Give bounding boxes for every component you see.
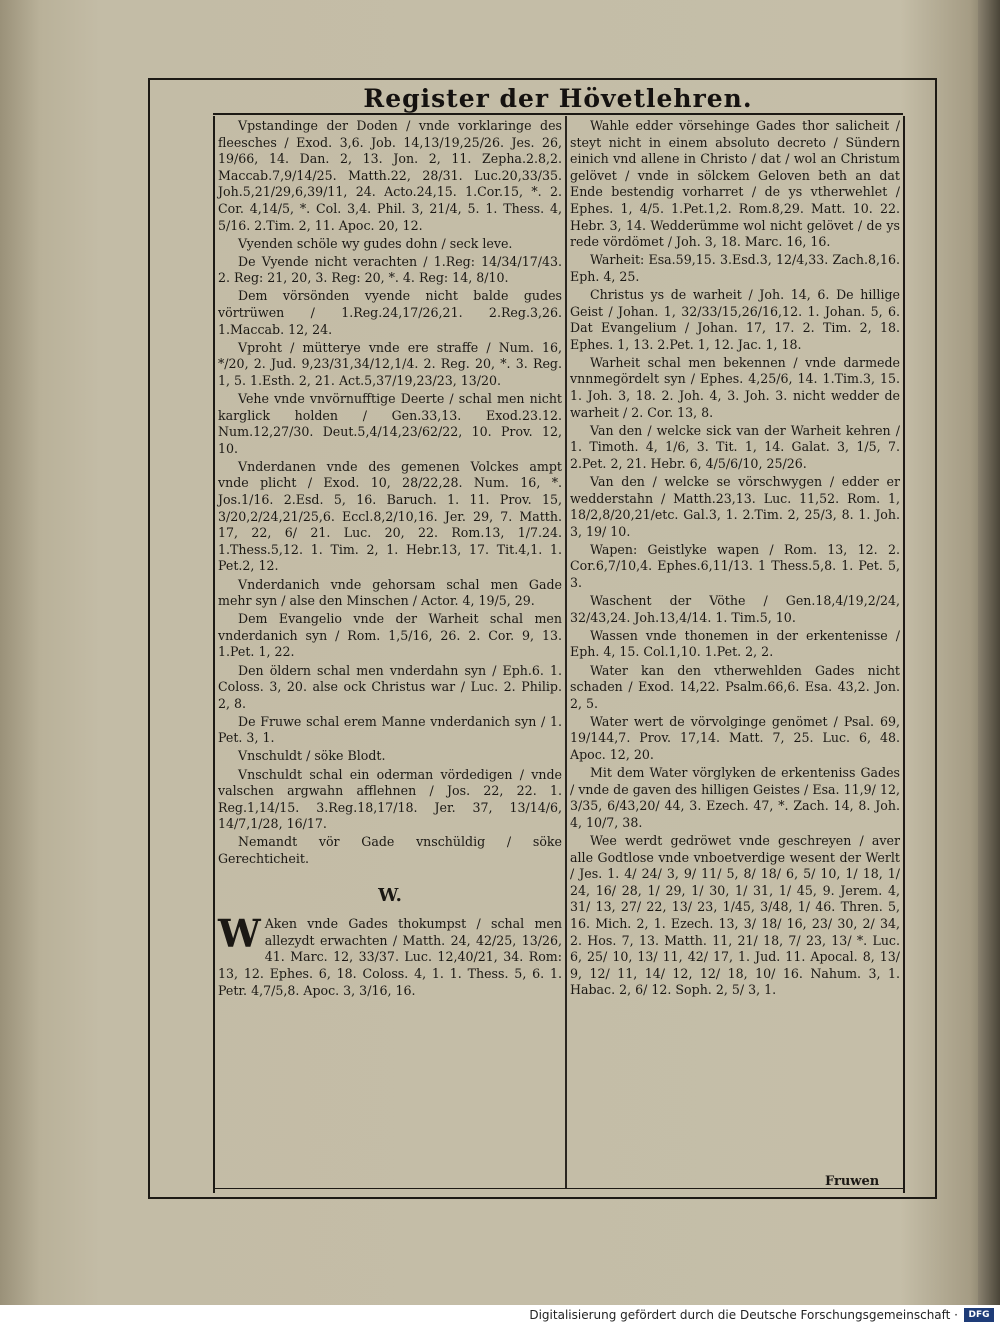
title-rule bbox=[213, 113, 903, 115]
left-column bbox=[218, 118, 562, 999]
register-entry: Water kan den vtherwehlden Gades nicht schaden / Exod. 14,22. Psalm.66,6. Esa. 43,2. Jon. 2, 5. bbox=[570, 662, 900, 711]
register-entry: Dem Evangelio vnde der Warheit schal men vnderdanich syn / Rom. 1,5/16, 26. 2. Cor. 9, 13. 1.Pet. 1, 22. bbox=[218, 611, 562, 660]
bottom-rule bbox=[213, 1188, 903, 1189]
digitization-footer bbox=[0, 1305, 1000, 1326]
dfg-logo: DFG bbox=[964, 1308, 994, 1322]
section-heading-w: W. bbox=[378, 884, 402, 906]
right-column bbox=[570, 118, 900, 1000]
register-entry: De Fruwe schal erem Manne vnderdanich syn / 1. Pet. 3, 1. bbox=[218, 713, 562, 746]
register-entry: Warheit schal men bekennen / vnde darmede vnnmegördelt syn / Ephes. 4,25/6, 14. 1.Tim.3, 15. 1. Joh. 3, 18. 2. Joh. 4, 3. Joh. 3. nicht wedder de warheit / 2. Cor. 13, 8. bbox=[570, 354, 900, 420]
register-entry: Water wert de vörvolginge genömet / Psal. 69, 19/144,7. Prov. 17,14. Matt. 7, 25. Luc. 6, 48. Apoc. 12, 20. bbox=[570, 713, 900, 762]
register-entry: Vpstandinge der Doden / vnde vorklaringe des fleesches / Exod. 3,6. Job. 14,13/19,25/26. Jes. 26, 19/66, 14. Dan. 2, 13. Jon. 2, 11. Zepha.2.8,2. Maccab.7,9/14/25. Matth.22, 28/31. Luc.20,33/35. Joh.5,21/29,6,39/11, 24. Acto.24,15. 1.Cor.15, *. 2. Cor. 4,14/5, *. Col. 3,4. Phil. 3, 21/4, 5. 1. Thess. 4, 5/16. 2.Tim. 2, 11. Apoc. 20, 12. bbox=[218, 118, 562, 233]
funding-credit: Digitalisierung gefördert durch die Deutsche Forschungsgemeinschaft · bbox=[529, 1308, 958, 1322]
drop-cap-initial: W bbox=[218, 911, 261, 957]
catchword: Fruwen bbox=[825, 1174, 880, 1189]
register-entry: Van den / welcke se vörschwygen / edder er wedderstahn / Matth.23,13. Luc. 11,52. Rom. 1, 18/2,8/20,21/etc. Gal.3, 1. 2.Tim. 2, 25/3, 8. 1. Joh. 3, 19/ 10. bbox=[570, 473, 900, 539]
page-title: Register der Hövetlehren. bbox=[363, 84, 753, 113]
register-entry: Nemandt vör Gade vnschüldig / söke Gerechticheit. bbox=[218, 834, 562, 867]
page-edge-shadow bbox=[978, 0, 1000, 1305]
register-entry: Wahle edder vörsehinge Gades thor salicheit / steyt nicht in einem absoluto decreto / Sündern einich vnd allene in Christo / dat / wol an Christum gelövet / vnde in sölckem Geloven beth an dat Ende bestendig vorharret / de ys vtherwehlet / Ephes. 1, 4/5. 1.Pet.1,2. Rom.8,29. Matt. 10. 22. Hebr. 3, 14. Wedderümme wol nicht gelövet / de ys rede vördömet / Joh. 3, 18. Marc. 16, 16. bbox=[570, 118, 900, 250]
register-entry: Vnderdanen vnde des gemenen Volckes ampt vnde plicht / Exod. 10, 28/22,28. Num. 16, *. Jos.1/16. 2.Esd. 5, 16. Baruch. 1. 11. Prov. 15, 3/20,2/24,21/25,6. Eccl.8,2/10,16. Jer. 29, 7. Matth. 17, 22, 6/ 21. Luc. 20, 22. Rom.13, 1/7.24. 1.Thess.5,12. 1. Tim. 2, 1. Hebr.13, 17. Tit.4,1. 1. Pet.2, 12. bbox=[218, 458, 562, 574]
register-entry: Vnschuldt schal ein oderman vördedigen / vnde valschen argwahn afflehnen / Jos. 22, 22. 1. Reg.1,14/15. 3.Reg.18,17/18. Jer. 37, 13/14/6, 14/7,1/28, 16/17. bbox=[218, 766, 562, 832]
register-entry: Vnschuldt / söke Blodt. bbox=[238, 748, 386, 764]
register-entry: Wassen vnde thonemen in der erkentenisse / Eph. 4, 15. Col.1,10. 1.Pet. 2, 2. bbox=[570, 627, 900, 660]
register-entry: Wee werdt gedröwet vnde geschreyen / aver alle Godtlose vnde vnboetverdige wesent der Werlt / Jes. 1. 4/ 24/ 3, 9/ 11/ 5, 8/ 18/ 6, 5/ 10, 1/ 18, 1/ 24, 16/ 28, 1/ 29, 1/ 30, 1/ 31, 1/ 45, 9. Jerem. 4, 31/ 13, 27/ 22, 13/ 23, 1/45, 3/48, 1/ 46. Thren. 5, 16. Mich. 2, 1. Ezech. 13, 3/ 18/ 16, 23/ 30, 2/ 34, 2. Hos. 7, 13. Matth. 11, 21/ 18, 7/ 23, 13/ *. Luc. 6, 25/ 10, 13/ 11, 42/ 17, 1. Jud. 11. Apocal. 8, 13/ 9, 12/ 11, 14/ 12, 12/ 18, 10/ 16. Nahum. 3, 1. Habac. 2, 6/ 12. Soph. 2, 5/ 3, 1. bbox=[570, 832, 900, 998]
register-entry: Dem vörsönden vyende nicht balde gudes vörtrüwen / 1.Reg.24,17/26,21. 2.Reg.3,26. 1.Maccab. 12, 24. bbox=[218, 288, 562, 337]
register-entry: Den öldern schal men vnderdahn syn / Eph.6. 1. Coloss. 3, 20. alse ock Christus war / Luc. 2. Philip. 2, 8. bbox=[218, 662, 562, 711]
register-entry: Vehe vnde vnvörnufftige Deerte / schal men nicht karglick holden / Gen.33,13. Exod.23.12. Num.12,27/30. Deut.5,4/14,23/62/22, 10. Prov. 12, 10. bbox=[218, 391, 562, 456]
register-entry: Mit dem Water vörglyken de erkenteniss Gades / vnde de gaven des hilligen Geistes / Esa. 11,9/ 12, 3/35, 6/43,20/ 44, 3. Ezech. 47, *. Zach. 14, 8. Joh. 4, 10/7, 38. bbox=[570, 765, 900, 830]
register-entry: De Vyende nicht verachten / 1.Reg: 14/34/17/43. 2. Reg: 21, 20, 3. Reg: 20, *. 4. Reg: 14, 8/10. bbox=[218, 253, 562, 286]
register-entry-w bbox=[218, 911, 562, 999]
register-entry: Vproht / mütterye vnde ere straffe / Num. 16, */20, 2. Jud. 9,23/31,34/12,1/4. 2. Reg. 20, *. 3. Reg. 1, 5. 1.Esth. 2, 21. Act.5,37/19,23/23, 13/20. bbox=[218, 339, 562, 388]
register-entry: Van den / welcke sick van der Warheit kehren / 1. Timoth. 4, 1/6, 3. Tit. 1, 14. Galat. 3, 1/5, 7. 2.Pet. 2, 21. Hebr. 6, 4/5/6/10, 25/26. bbox=[570, 422, 900, 471]
column-divider bbox=[565, 116, 567, 1188]
register-entry: Christus ys de warheit / Joh. 14, 6. De hillige Geist / Johan. 1, 32/33/15,26/16,12. 1. Johan. 5, 6. Dat Evangelium / Johan. 17, 17. 2. Tim. 2, 18. Ephes. 1, 13. 2.Pet. 1, 12. Jac. 1, 18. bbox=[570, 286, 900, 352]
register-entry: Vnderdanich vnde gehorsam schal men Gade mehr syn / alse den Minschen / Actor. 4, 19/5, 29. bbox=[218, 576, 562, 609]
register-entry: Vyenden schöle wy gudes dohn / seck leve. bbox=[238, 235, 513, 251]
register-entry: Warheit: Esa.59,15. 3.Esd.3, 12/4,33. Zach.8,16. Eph. 4, 25. bbox=[570, 252, 900, 284]
register-entry: Wapen: Geistlyke wapen / Rom. 13, 12. 2. Cor.6,7/10,4. Ephes.6,11/13. 1 Thess.5,8. 1. Pet. 5, 3. bbox=[570, 541, 900, 591]
register-entry: Waschent der Vöthe / Gen.18,4/19,2/24, 32/43,24. Joh.13,4/14. 1. Tim.5, 10. bbox=[570, 593, 900, 625]
register-entry-w-text: Aken vnde Gades thokumpst / schal men allezydt erwachten / Matth. 24, 42/25, 13/26, 41. Marc. 12, 33/37. Luc. 12,40/21, 34. Rom: 13, 12. Ephes. 6, 18. Coloss. 4, 1. 1. Thess. 5, 6. 1. Petr. 4,7/5,8. Apoc. 3, 3/16, 16. bbox=[218, 916, 562, 998]
